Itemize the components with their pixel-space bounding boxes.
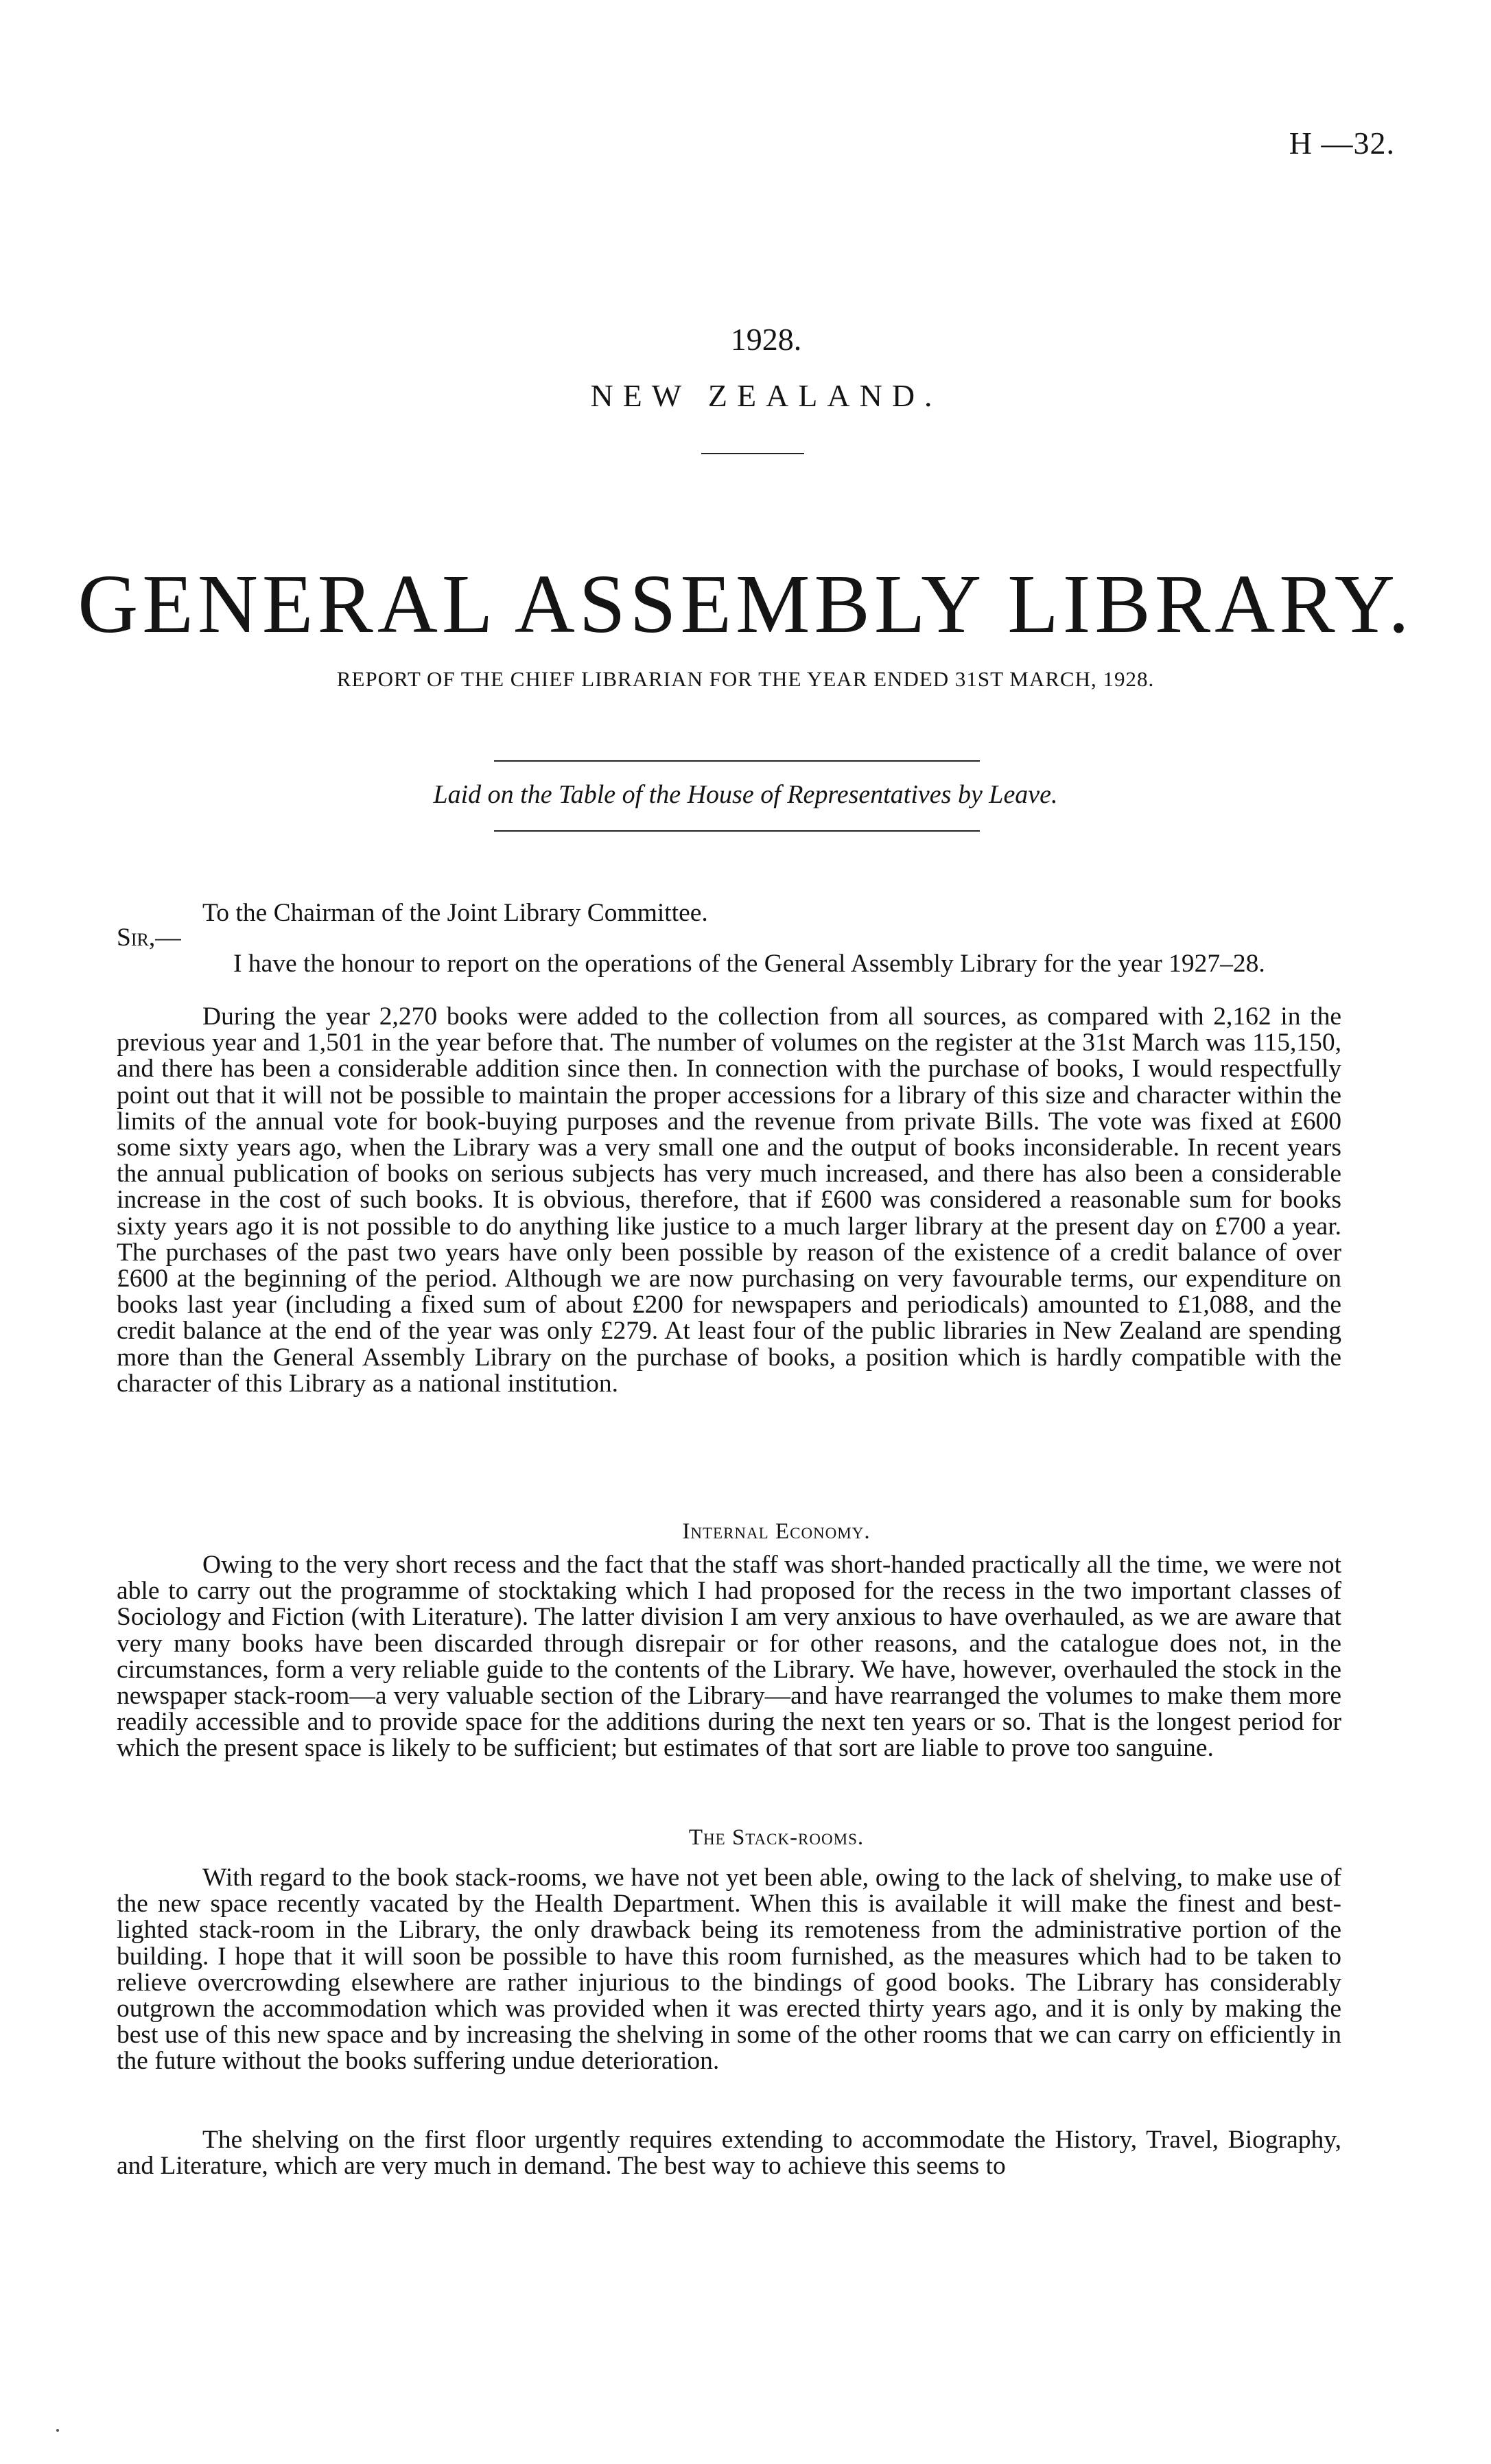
document-country: NEW ZEALAND. [590, 378, 942, 413]
paragraph-intro: I have the honour to report on the operations of the General Assembly Library for the year 1927–28. [233, 950, 1265, 978]
laid-on-table-note: Laid on the Table of the House of Representatives by Leave. [433, 780, 1058, 809]
addressee: To the Chairman of the Joint Library Committee. [202, 899, 708, 927]
document-year: 1928. [730, 322, 802, 357]
salutation: Sir,— [117, 924, 181, 952]
paragraph-shelving: The shelving on the first floor urgently requires extending to accommodate the History, Travel, Biography, and Literature, which are very much in demand. The best way to achieve this seems to [117, 2126, 1341, 2181]
main-title: GENERAL ASSEMBLY LIBRARY. [78, 558, 1413, 650]
divider-short [701, 453, 804, 454]
paragraph-internal-economy: Owing to the very short recess and the fact that the staff was short-handed practically all the time, we were not able to carry out the programme of stocktaking which I had proposed for the recess in the two important classes of Sociology and Fiction (with Literature). The latter division I am very anxious to have overhauled, as we are aware that very many books have been discarded through disrepair or for other reasons, and the catalogue does not, in the circumstances, form a very reliable guide to the contents of the Library. We have, however, overhauled the stock in the newspaper stack-room—a very valuable section of the Library—and have rearranged the volumes to make them more readily accessible and to provide space for the additions during the next ten years or so. That is the longest period for which the present space is likely to be sufficient; but estimates of that sort are liable to prove too sanguine. [117, 1551, 1341, 1763]
page-number: H —32. [1289, 126, 1395, 161]
divider-above-laid [494, 760, 980, 762]
section-heading-internal-economy: Internal Economy. [682, 1519, 871, 1544]
scan-speck [56, 2429, 59, 2432]
paragraph-accessions: During the year 2,270 books were added to the collection from all sources, as compared with 2,162 in the previous year and 1,501 in the year before that. The number of volumes on the register at the 31st March was 115,150, and there has been a considerable addition since then. In connection with the purchase of books, I would respectfully point out that it will not be possible to maintain the proper accessions for a library of this size and character within the limits of the annual vote for book-buying purposes and the revenue from private Bills. The vote was fixed at £600 some sixty years ago, when the Library was a very small one and the output of books inconsiderable. In recent years the annual publication of books on serious subjects has very much increased, and there has also been a considerable increase in the cost of such books. It is obvious, therefore, that if £600 was considered a reasonable sum for books sixty years ago it is not possible to do anything like justice to a much larger library at the present day on £700 a year. The purchases of the past two years have only been possible by reason of the existence of a credit balance of over £600 at the beginning of the period. Although we are now purchasing on very favourable terms, our expenditure on books last year (including a fixed sum of about £200 for newspapers and periodicals) amounted to £1,088, and the credit balance at the end of the year was only £279. At least four of the public libraries in New Zealand are spending more than the General Assembly Library on the purchase of books, a position which is hardly compatible with the character of this Library as a national institution. [117, 1002, 1341, 1398]
divider-below-laid [494, 830, 980, 832]
report-subtitle: REPORT OF THE CHIEF LIBRARIAN FOR THE YEAR ENDED 31ST MARCH, 1928. [336, 667, 1155, 691]
section-heading-stack-rooms: The Stack-rooms. [688, 1825, 865, 1850]
paragraph-stack-rooms: With regard to the book stack-rooms, we have not yet been able, owing to the lack of shelving, to make use of the new space recently vacated by the Health Department. When this is available it will make the finest and best-lighted stack-room in the Library, the only drawback being its remoteness from the administrative portion of the building. I hope that it will soon be possible to have this room furnished, as the measures which had to be taken to relieve overcrowding elsewhere are rather injurious to the bindings of good books. The Library has considerably outgrown the accommodation which was provided when it was erected thirty years ago, and it is only by making the best use of this new space and by increasing the shelving in some of the other rooms that we can carry on efficiently in the future without the books suffering undue deterioration. [117, 1864, 1341, 2076]
